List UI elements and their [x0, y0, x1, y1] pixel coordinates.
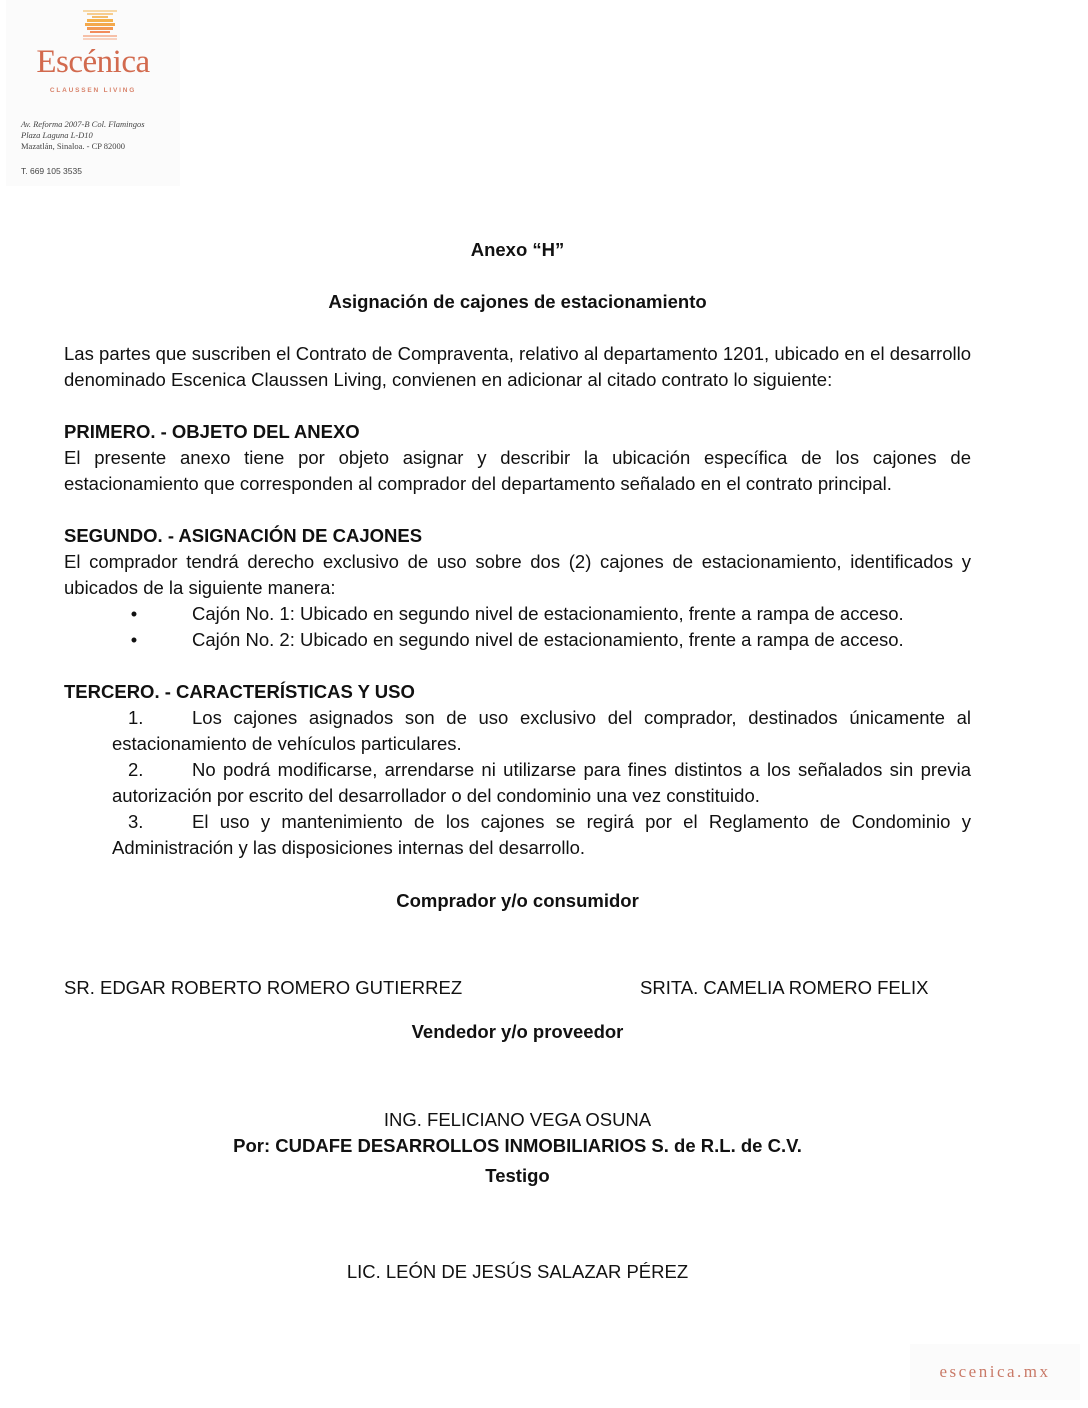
- item-number: 1.: [128, 707, 144, 728]
- address-line-3: Mazatlán, Sinaloa. - CP 82000: [21, 141, 126, 151]
- company-phone: T. 669 105 3535: [21, 166, 82, 176]
- section-heading: TERCERO. - CARACTERÍSTICAS Y USO: [64, 681, 415, 702]
- list-item: [64, 627, 971, 653]
- section-body: El comprador tendrá derecho exclusivo de uso sobre dos (2) cajones de estacionamiento, identificados y ubicados de la siguiente manera:: [64, 551, 971, 598]
- buyer-label: Comprador y/o consumidor: [396, 890, 639, 911]
- footer-website: escenica.mx: [910, 1344, 1080, 1400]
- bullet-icon: •: [130, 603, 138, 624]
- section-primero: [64, 419, 971, 497]
- witness-label: Testigo: [485, 1165, 550, 1186]
- item-text: Los cajones asignados son de uso exclusivo del comprador, destinados únicamente al estacionamiento de vehículos particulares.: [112, 707, 971, 754]
- buyer-1-name: SR. EDGAR ROBERTO ROMERO GUTIERREZ: [64, 977, 463, 998]
- list-item-text: Cajón No. 1: Ubicado en segundo nivel de estacionamiento, frente a rampa de acceso.: [192, 603, 904, 624]
- section-segundo: [64, 523, 971, 653]
- annex-title: Anexo “H”: [470, 239, 565, 260]
- subject-title: Asignación de cajones de estacionamiento: [328, 291, 707, 312]
- section-tercero: [64, 679, 971, 861]
- list-item: [64, 757, 971, 809]
- item-text: El uso y mantenimiento de los cajones se regirá por el Reglamento de Condominio y Administración y las disposiciones internas del desarrollo.: [112, 811, 971, 858]
- intro-paragraph: Las partes que suscriben el Contrato de Compraventa, relativo al departamento 1201, ubicado en el desarrollo denominado Escenica Claussen Living, convienen en adicionar al citado contrato lo siguiente:: [64, 343, 971, 390]
- bullet-icon: •: [130, 629, 138, 650]
- section-heading: SEGUNDO. - ASIGNACIÓN DE CAJONES: [64, 525, 423, 546]
- brand-subtitle: CLAUSSEN LIVING: [49, 87, 137, 94]
- company-logo-block: [6, 0, 180, 186]
- item-text: No podrá modificarse, arrendarse ni utilizarse para fines distintos a los señalados sin previa autorización por escrito del desarrollador o del condominio una vez constituido.: [112, 759, 971, 806]
- address-line-1: Av. Reforma 2007-B Col. Flamingos: [21, 119, 145, 129]
- list-item: [64, 601, 971, 627]
- company-address: [21, 119, 145, 152]
- buyer-2-name: SRITA. CAMELIA ROMERO FELIX: [640, 977, 929, 998]
- section-heading: PRIMERO. - OBJETO DEL ANEXO: [64, 421, 360, 442]
- item-number: 2.: [128, 759, 144, 780]
- list-item: [64, 705, 971, 757]
- seller-label: Vendedor y/o proveedor: [411, 1021, 624, 1042]
- list-item-text: Cajón No. 2: Ubicado en segundo nivel de estacionamiento, frente a rampa de acceso.: [192, 629, 904, 650]
- brand-name: Escénica: [36, 44, 150, 80]
- section-body: El presente anexo tiene por objeto asignar y describir la ubicación específica de los cajones de estacionamiento que corresponden al comprador del departamento señalado en el contrato principal.: [64, 447, 971, 494]
- seller-company: Por: CUDAFE DESARROLLOS INMOBILIARIOS S. de R.L. de C.V.: [233, 1135, 802, 1156]
- item-number: 3.: [128, 811, 144, 832]
- sun-logo-icon: [83, 10, 117, 42]
- address-line-2: Plaza Laguna L-D10: [21, 130, 93, 140]
- witness-name: LIC. LEÓN DE JESÚS SALAZAR PÉREZ: [346, 1261, 689, 1282]
- seller-name: ING. FELICIANO VEGA OSUNA: [383, 1109, 652, 1130]
- list-item: [64, 809, 971, 861]
